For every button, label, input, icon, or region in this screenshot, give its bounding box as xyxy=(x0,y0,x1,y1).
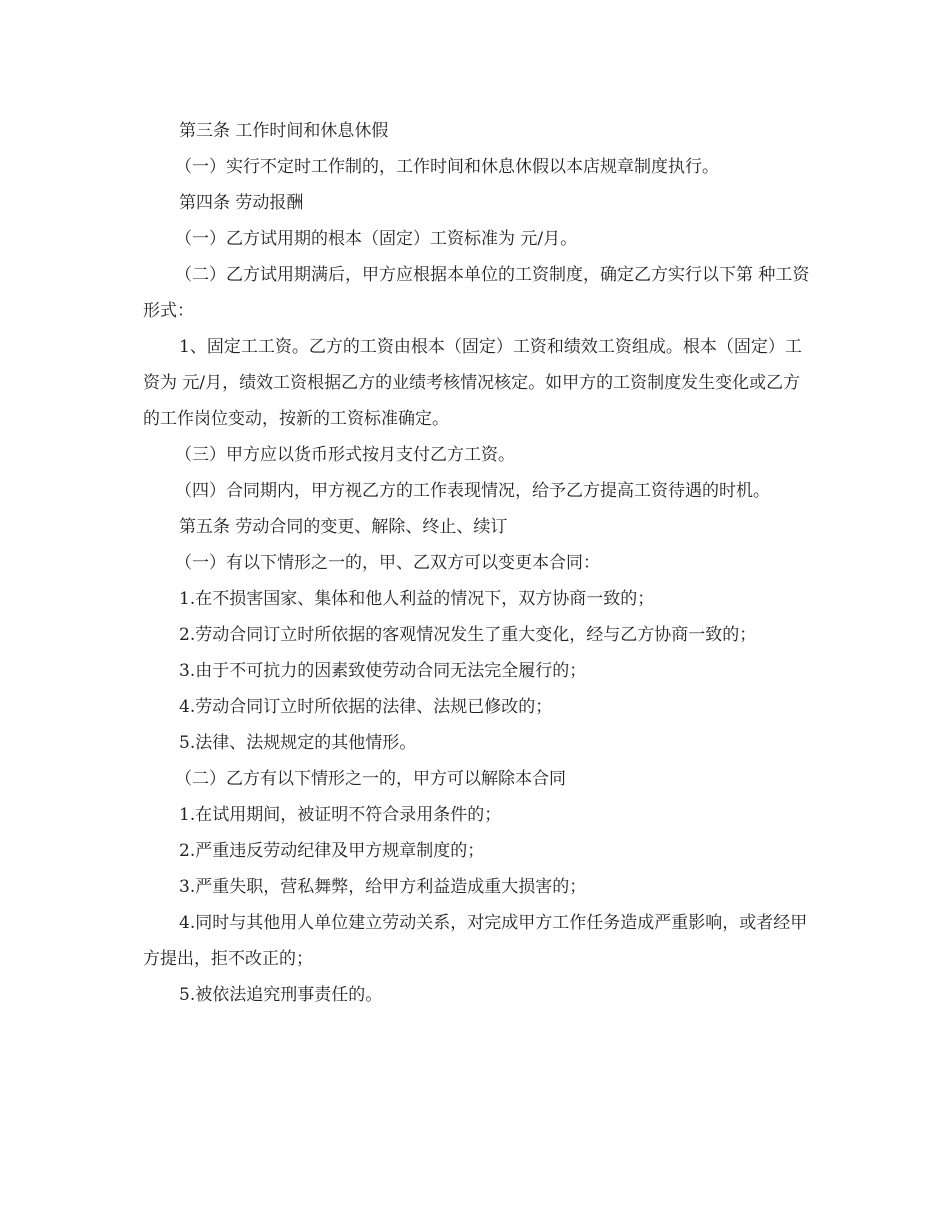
document-body xyxy=(143,113,813,1013)
article-4-clause-2-item-1: 1、固定工工资。乙方的工资由根本（固定）工资和绩效工资组成。根本（固定）工资为 元/月，绩效工资根据乙方的业绩考核情况核定。如甲方的工资制度发生变化或乙方的工作岗位变动，按新的工资标准确定。 xyxy=(143,337,802,429)
article-3-heading: 第三条 工作时间和休息休假 xyxy=(179,121,389,141)
article-5-clause-1-item-5: 5.法律、法规规定的其他情形。 xyxy=(179,733,417,753)
article-5-clause-1: （一）有以下情形之一的，甲、乙双方可以变更本合同： xyxy=(175,553,600,573)
article-5-clause-1-item-1: 1.在不损害国家、集体和他人利益的情况下，双方协商一致的； xyxy=(179,589,655,609)
article-3-clause-1: （一）实行不定时工作制的，工作时间和休息休假以本店规章制度执行。 xyxy=(175,157,719,177)
article-5-clause-1-item-3: 3.由于不可抗力的因素致使劳动合同无法完全履行的； xyxy=(179,661,587,681)
article-5-clause-2: （二）乙方有以下情形之一的，甲方可以解除本合同 xyxy=(175,769,566,789)
article-5-clause-2-item-4: 4.同时与其他用人单位建立劳动关系，对完成甲方工作任务造成严重影响，或者经甲方提出，拒不改正的； xyxy=(143,913,808,969)
article-4-clause-4: （四）合同期内，甲方视乙方的工作表现情况，给予乙方提高工资待遇的时机。 xyxy=(175,481,770,501)
article-4-heading: 第四条 劳动报酬 xyxy=(179,193,304,213)
article-5-clause-2-item-3: 3.严重失职，营私舞弊，给甲方利益造成重大损害的； xyxy=(179,877,587,897)
article-4-clause-3: （三）甲方应以货币形式按月支付乙方工资。 xyxy=(175,445,515,465)
article-5-clause-2-item-5: 5.被依法追究刑事责任的。 xyxy=(179,985,383,1005)
article-5-clause-2-item-2: 2.严重违反劳动纪律及甲方规章制度的； xyxy=(179,841,485,861)
article-5-clause-1-item-4: 4.劳动合同订立时所依据的法律、法规已修改的； xyxy=(179,697,553,717)
article-5-clause-1-item-2: 2.劳动合同订立时所依据的客观情况发生了重大变化，经与乙方协商一致的； xyxy=(179,625,757,645)
article-5-clause-2-item-1: 1.在试用期间，被证明不符合录用条件的； xyxy=(179,805,502,825)
article-4-clause-1: （一）乙方试用期的根本（固定）工资标准为 元/月。 xyxy=(175,229,578,249)
article-5-heading: 第五条 劳动合同的变更、解除、终止、续订 xyxy=(179,517,508,537)
article-4-clause-2: （二）乙方试用期满后，甲方应根据本单位的工资制度，确定乙方实行以下第 种工资形式： xyxy=(143,265,810,321)
